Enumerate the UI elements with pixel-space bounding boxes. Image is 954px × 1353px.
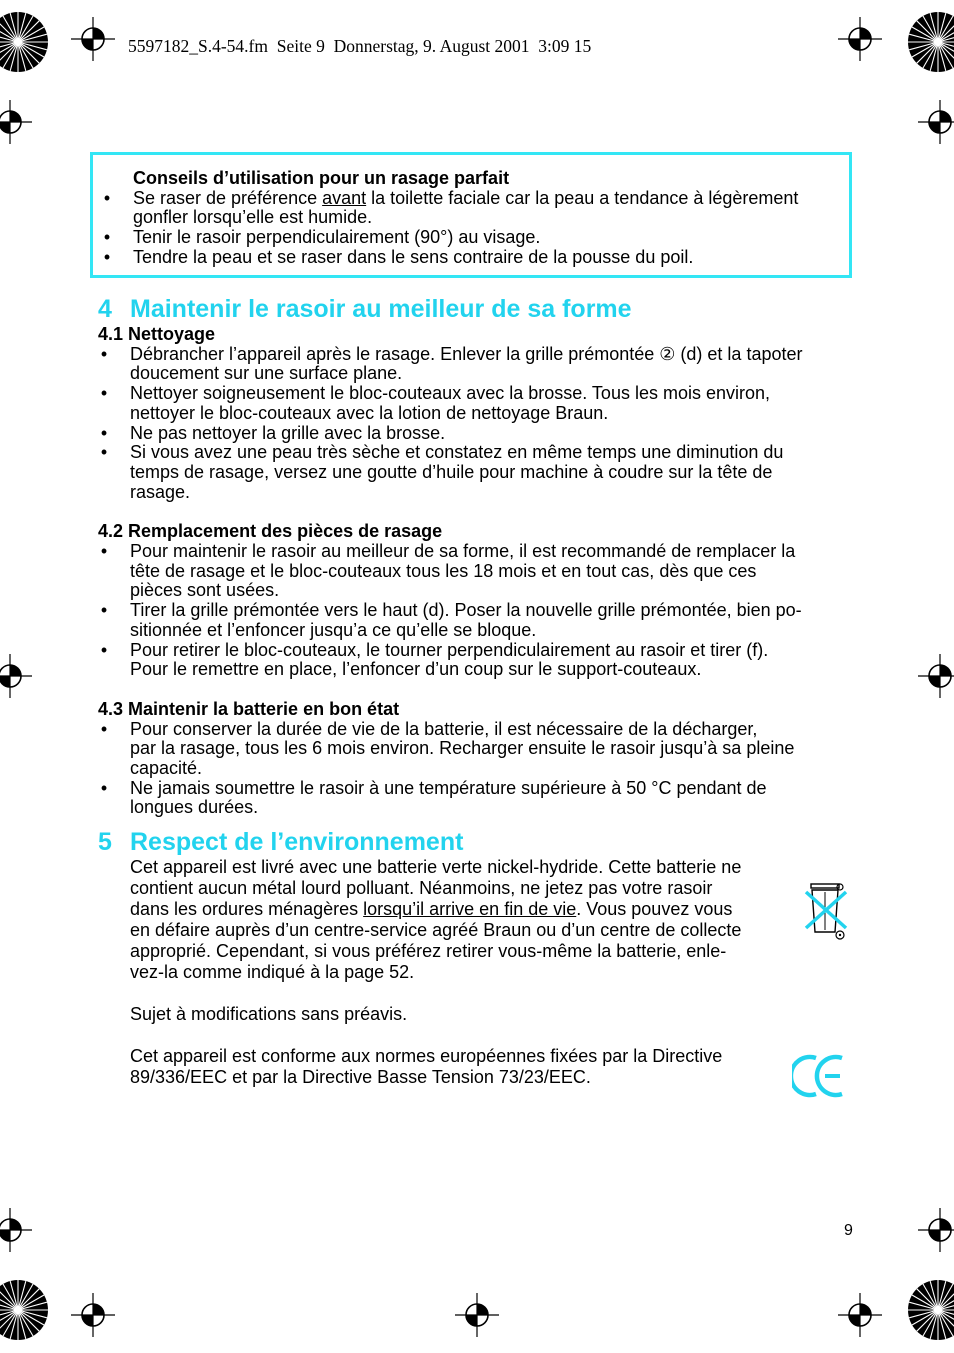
- registration-mark-icon: [835, 14, 885, 64]
- registration-mark-icon: [835, 1290, 885, 1340]
- page-number: 9: [844, 1222, 853, 1239]
- list-4-2: [98, 542, 858, 680]
- starburst-target-icon: [908, 1280, 954, 1340]
- list-item: [98, 641, 858, 680]
- list-4-1: [98, 345, 858, 503]
- list-item: [98, 345, 858, 384]
- list-item: [98, 384, 858, 423]
- registration-mark-icon: [915, 1205, 954, 1255]
- bullet: •: [100, 718, 108, 739]
- ce-mark-icon: [792, 1052, 846, 1100]
- crossed-out-wheelie-bin-icon: [802, 878, 852, 942]
- registration-mark-icon: [452, 1290, 502, 1340]
- list-item-line: Pour maintenir le rasoir au meilleur de sa forme, il est recommandé de remplacer la: [130, 541, 796, 562]
- list-item-line: sitionnée et l’enfoncer jusqu’a ce qu’elle se bloque.: [130, 619, 537, 640]
- list-item-line: nettoyer le bloc-couteaux avec la lotion de nettoyage Braun.: [130, 402, 609, 423]
- section-5-heading: 5 Respect de l’environnement: [98, 828, 464, 856]
- bullet: •: [100, 343, 108, 364]
- bullet: •: [100, 639, 108, 660]
- list-item-line: Pour le remettre en place, l’enfoncer d’un coup sur le support-couteaux.: [130, 659, 702, 680]
- tips-title: Conseils d’utilisation pour un rasage parfait: [133, 168, 510, 188]
- bullet: •: [103, 227, 111, 248]
- registration-mark-icon: [915, 97, 954, 147]
- conformity-text: Cet appareil est conforme aux normes européennes fixées par la Directive: [130, 1046, 723, 1066]
- list-item: • Tendre la peau et se raser dans le sens contraire de la pousse du poil.: [101, 248, 853, 268]
- list-item-line: Nettoyer soigneusement le bloc-couteaux avec la brosse. Tous les mois environ,: [130, 383, 771, 404]
- list-item-line: tête de rasage et le bloc-couteaux tous les 18 mois et en tout cas, dès que ces: [130, 560, 757, 581]
- list-item-line: longues durées.: [130, 797, 259, 818]
- list-4-3: [98, 720, 858, 819]
- section-4: [98, 295, 858, 818]
- bullet: •: [103, 187, 111, 208]
- subsection-4-2-title: 4.2 Remplacement des pièces de rasage: [98, 521, 443, 542]
- underlined-phrase: lorsqu’il arrive en fin de vie: [363, 899, 577, 919]
- list-item-line: Ne pas nettoyer la grille avec la brosse.: [130, 422, 446, 443]
- list-item-line: Débrancher l’appareil après le rasage. Enlever la grille prémontée ② (d) et la tapoter: [130, 343, 803, 364]
- list-item-line: capacité.: [130, 758, 203, 779]
- bullet: •: [100, 422, 108, 443]
- bullet: •: [100, 541, 108, 562]
- list-item: [98, 542, 858, 601]
- list-item-line: Ne jamais soumettre le rasoir à une température supérieure à 50 °C pendant de: [130, 777, 767, 798]
- list-item-line: temps de rasage, versez une goutte d’huile pour machine à coudre sur la tête de: [130, 461, 773, 482]
- bullet: •: [100, 777, 108, 798]
- tips-box: [90, 152, 852, 278]
- bullet: •: [100, 442, 108, 463]
- underlined-word: avant: [322, 187, 367, 208]
- registration-mark-icon: [915, 651, 954, 701]
- list-item-line: rasage.: [130, 481, 191, 502]
- starburst-target-icon: [0, 1280, 48, 1340]
- registration-mark-icon: [68, 14, 118, 64]
- bullet: •: [100, 600, 108, 621]
- list-item: • Se raser de préférence avant la toilette faciale car la peau a tendance à légèrement gonfler lorsqu’elle est humide.: [101, 189, 853, 228]
- list-item-line: Tirer la grille prémontée vers le haut (d). Poser la nouvelle grille prémontée, bien po-: [130, 600, 802, 621]
- list-item-line: Pour conserver la durée de vie de la batterie, il est nécessaire de la décharger,: [130, 718, 758, 739]
- list-item-line: Pour retirer le bloc-couteaux, le tourner perpendiculairement au rasoir et tirer (f).: [130, 639, 769, 660]
- list-item-line: pièces sont usées.: [130, 580, 280, 601]
- list-item: [98, 720, 858, 779]
- starburst-target-icon: [908, 12, 954, 72]
- section-5: [98, 828, 858, 1088]
- list-item: • Tenir le rasoir perpendiculairement (90°) au visage.: [101, 228, 853, 248]
- file-header: 5597182_S.4-54.fm Seite 9 Donnerstag, 9. August 2001 3:09 15: [128, 36, 592, 56]
- bullet: •: [103, 246, 111, 267]
- registration-mark-icon: [0, 1205, 35, 1255]
- subsection-4-3-title: 4.3 Maintenir la batterie en bon état: [98, 698, 400, 719]
- section-4-heading: 4 Maintenir le rasoir au meilleur de sa forme: [98, 295, 632, 323]
- list-item: [98, 424, 858, 444]
- notice-text: Sujet à modifications sans préavis.: [130, 1004, 408, 1024]
- environment-paragraph: Cet appareil est livré avec une batterie verte nickel-hydride. Cette batterie ne contient aucun métal lourd polluant. Néanmoins, ne jetez pas votre rasoir dans les ordures ménagères lorsqu’il arrive en fin de vie. Vous pouvez vous en défaire auprès d’un centre-service agréé Braun ou d’un centre de collecte approprié. Cependant, si vous préférez retirer vous-même la batterie, enle- vez-la comme indiqué à la page 52. Sujet à modifications sans préavis. Cet appareil est conforme aux normes européennes fixées par la Directive 89/336/EEC et par la Directive Basse Tension 73/23/EEC.: [98, 857, 858, 1088]
- list-item: [98, 601, 858, 640]
- list-item: [98, 779, 858, 818]
- list-item: [98, 443, 858, 502]
- list-item-line: Si vous avez une peau très sèche et constatez en même temps une diminution du: [130, 442, 784, 463]
- registration-mark-icon: [0, 97, 35, 147]
- subsection-4-1-title: 4.1 Nettoyage: [98, 324, 216, 344]
- registration-mark-icon: [0, 651, 35, 701]
- starburst-target-icon: [0, 12, 48, 72]
- list-item-line: par la rasage, tous les 6 mois environ. Recharger ensuite le rasoir jusqu’à sa pleine: [130, 738, 795, 759]
- list-item-line: doucement sur une surface plane.: [130, 363, 403, 384]
- registration-mark-icon: [68, 1290, 118, 1340]
- bullet: •: [100, 383, 108, 404]
